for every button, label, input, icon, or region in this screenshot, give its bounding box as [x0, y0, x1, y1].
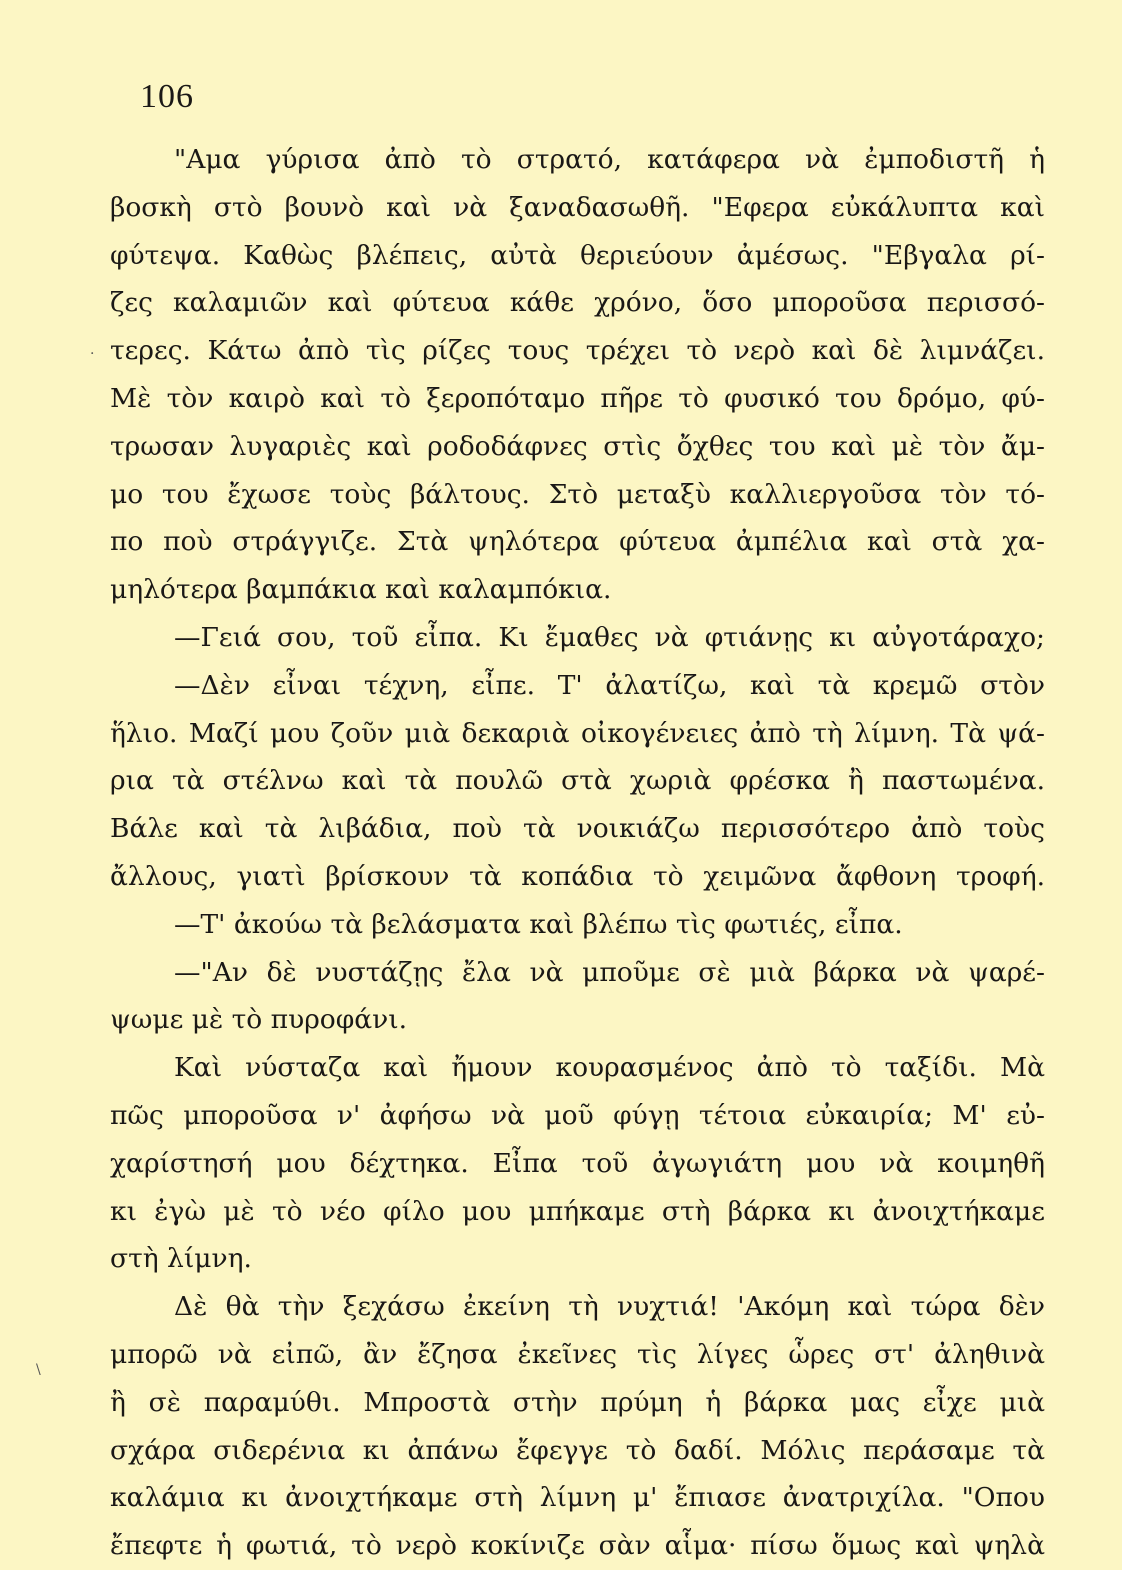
text-line: —"Αν δὲ νυστάζῃς ἔλα νὰ μποῦμε σὲ μιὰ βάρκα νὰ ψαρέ-: [174, 956, 1045, 988]
text-line: ἢ σὲ παραμύθι. Μπροστὰ στὴν πρύμη ἡ βάρκα μας εἶχε μιὰ: [110, 1386, 1045, 1418]
text-line: ρια τὰ στέλνω καὶ τὰ πουλῶ στὰ χωριὰ φρέσκα ἢ παστωμένα.: [110, 765, 1045, 797]
text-line: ζες καλαμιῶν καὶ φύτευα κάθε χρόνο, ὅσο μποροῦσα περισσό-: [110, 287, 1045, 319]
text-line: πο ποὺ στράγγιζε. Στὰ ψηλότερα φύτευα ἀμπέλια καὶ στὰ χα-: [110, 526, 1045, 558]
text-line: μηλότερα βαμπάκια καὶ καλαμπόκια.: [110, 574, 612, 606]
body-text: [110, 136, 1045, 1570]
text-line: Βάλε καὶ τὰ λιβάδια, ποὺ τὰ νοικιάζω περισσότερο ἀπὸ τοὺς: [110, 813, 1045, 845]
text-line: Μὲ τὸν καιρὸ καὶ τὸ ξεροπόταμο πῆρε τὸ φυσικό του δρόμο, φύ-: [110, 382, 1045, 414]
text-line: μπορῶ νὰ εἰπῶ, ἂν ἔζησα ἐκεῖνες τὶς λίγες ὧρες στ' ἀληθινὰ: [110, 1338, 1045, 1370]
text-line: στὴ λίμνη.: [110, 1243, 252, 1275]
text-line: ἄλλους, γιατὶ βρίσκουν τὰ κοπάδια τὸ χειμῶνα ἄφθονη τροφή.: [110, 860, 1045, 892]
text-line: φύτεψα. Καθὼς βλέπεις, αὐτὰ θεριεύουν ἀμέσως. "Εβγαλα ρί-: [110, 239, 1045, 271]
text-line: μο του ἔχωσε τοὺς βάλτους. Στὸ μεταξὺ καλλιεργοῦσα τὸν τό-: [110, 478, 1045, 510]
margin-tick: \: [36, 1362, 41, 1378]
text-line: βοσκὴ στὸ βουνὸ καὶ νὰ ξαναδασωθῆ. "Εφερα εὐκάλυπτα καὶ: [110, 191, 1045, 223]
text-line: ψωμε μὲ τὸ πυροφάνι.: [110, 1004, 408, 1036]
text-line: ἔπεφτε ἡ φωτιά, τὸ νερὸ κοκίνιζε σὰν αἷμα· πίσω ὅμως καὶ ψηλὰ: [110, 1530, 1045, 1562]
text-line: πῶς μποροῦσα ν' ἀφήσω νὰ μοῦ φύγῃ τέτοια εὐκαιρία; Μ' εὐ-: [110, 1099, 1045, 1131]
text-line: —Γειά σου, τοῦ εἶπα. Κι ἔμαθες νὰ φτιάνῃς κι αὐγοτάραχο;: [174, 621, 1045, 653]
text-line: καλάμια κι ἀνοιχτήκαμε στὴ λίμνη μ' ἔπιασε ἀνατριχίλα. "Οπου: [110, 1482, 1045, 1514]
text-line: ἥλιο. Μαζί μου ζοῦν μιὰ δεκαριὰ οἰκογένειες ἀπὸ τὴ λίμνη. Τὰ ψά-: [110, 717, 1045, 749]
page-number: 106: [140, 78, 194, 115]
text-line: χαρίστησή μου δέχτηκα. Εἶπα τοῦ ἀγωγιάτη μου νὰ κοιμηθῆ: [110, 1147, 1045, 1179]
text-line: Δὲ θὰ τὴν ξεχάσω ἐκείνη τὴ νυχτιά! 'Ακόμη καὶ τώρα δὲν: [174, 1291, 1045, 1323]
text-line: —Δὲν εἶναι τέχνη, εἶπε. Τ' ἀλατίζω, καὶ τὰ κρεμῶ στὸν: [174, 669, 1045, 701]
text-line: Καὶ νύσταζα καὶ ἤμουν κουρασμένος ἀπὸ τὸ ταξίδι. Μὰ: [174, 1052, 1045, 1084]
text-line: τερες. Κάτω ἀπὸ τὶς ρίζες τους τρέχει τὸ νερὸ καὶ δὲ λιμνάζει.: [110, 335, 1045, 367]
text-line: σχάρα σιδερένια κι ἀπάνω ἔφεγγε τὸ δαδί. Μόλις περάσαμε τὰ: [110, 1434, 1045, 1466]
text-line: κι ἐγὼ μὲ τὸ νέο φίλο μου μπήκαμε στὴ βάρκα κι ἀνοιχτήκαμε: [110, 1195, 1045, 1227]
text-line: "Αμα γύρισα ἀπὸ τὸ στρατό, κατάφερα νὰ ἐμποδιστῆ ἡ: [174, 144, 1045, 175]
text-line: τρωσαν λυγαριὲς καὶ ροδοδάφνες στὶς ὄχθες του καὶ μὲ τὸν ἄμ-: [110, 430, 1045, 462]
margin-dot: ·: [90, 346, 95, 362]
text-line: —Τ' ἀκούω τὰ βελάσματα καὶ βλέπω τὶς φωτιές, εἶπα.: [174, 908, 903, 940]
